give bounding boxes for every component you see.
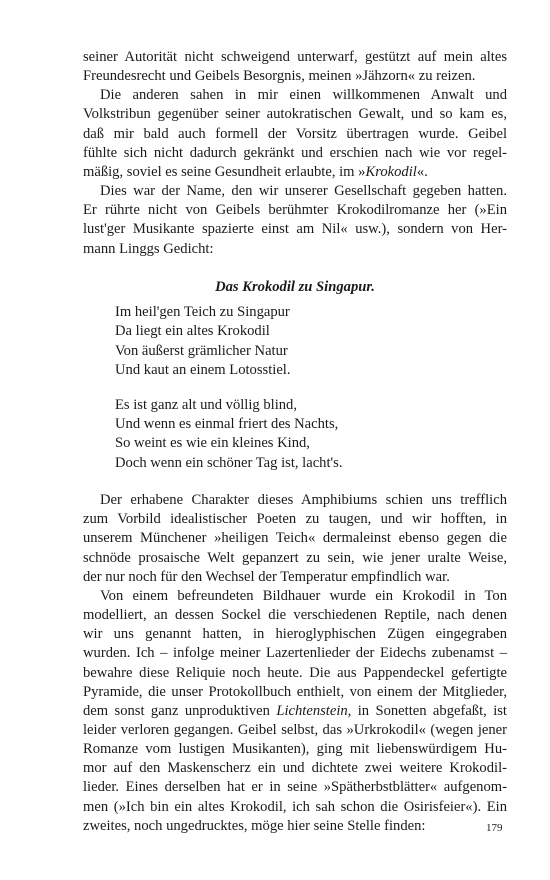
verse-line: Da liegt ein altes Krokodil <box>115 323 270 340</box>
text-fragment: «. <box>416 163 428 180</box>
paragraph-1 <box>83 48 507 86</box>
text-fragment: dem sonst ganz unproduktiven <box>83 702 277 719</box>
text-line: fühlte sich nicht dadurch gekränkt und erschien nach wie vor regel- <box>83 144 507 161</box>
page-body <box>83 48 507 836</box>
poem-stanza-2 <box>115 396 507 474</box>
verse-line: Von äußerst grämlicher Natur <box>115 342 288 359</box>
text-line: Freundesrecht und Geibels Besorgnis, meinen »Jähzorn« zu reizen. <box>83 68 476 85</box>
text-fragment: mäßig, soviel es seine Gesundheit erlaubte, im » <box>83 163 366 180</box>
italic-term: Krokodil <box>365 163 417 180</box>
text-line: Der erhabene Charakter dieses Amphibiums schien uns trefflich <box>100 492 507 509</box>
text-line <box>83 163 507 182</box>
text-line: der nur noch für den Wechsel der Temperatur empfindlich war. <box>83 568 450 585</box>
verse-line: Im heil'gen Teich zu Singapur <box>115 303 290 320</box>
italic-name: Lichtenstein, <box>276 702 352 719</box>
text-line: mann Linggs Gedicht: <box>83 240 214 257</box>
page-number: 179 <box>486 822 503 834</box>
poem-stanza-1 <box>115 303 507 381</box>
poem-title: Das Krokodil zu Singapur. <box>215 278 375 295</box>
text-line: Volkstribun gegenüber seiner autokratischen Gewalt, und so kam es, <box>83 106 507 123</box>
text-line: men (»Ich bin ein altes Krokodil, ich sah schon die Osirisfeier«). Ein <box>83 798 507 815</box>
verse-line: Und wenn es einmal friert des Nachts, <box>115 415 339 432</box>
text-line: zum Vorbild idealistischer Poeten zu taugen, und wir hofften, in <box>83 511 507 528</box>
text-line: Er rührte nicht von Geibels berühmter Krokodilromanze her (»Ein <box>83 202 507 219</box>
text-line: bewahre diese Reliquie noch heute. Die aus Pappendeckel gefertigte <box>83 664 507 681</box>
text-line: schnöde prosaische Welt gepanzert zu sein, wie jener uralte Weise, <box>83 549 507 566</box>
text-line: lust'ger Musikante spazierte einst am Nil« usw.), sondern von Her- <box>83 221 507 238</box>
text-line: daß mir bald auch formell der Vorsitz übertragen wurde. Geibel <box>83 125 507 142</box>
text-line: unserem Münchener »heiligen Teich« dermaleinst ebenso gegen die <box>83 530 507 547</box>
text-line: Die anderen sahen in mir einen willkommenen Anwalt und <box>100 87 507 104</box>
text-line: Dies war der Name, den wir unserer Gesellschaft gegeben hatten. <box>100 183 507 200</box>
text-line: wurden. Ich – infolge meiner Lazertenlieder der Eidechs zubenamst – <box>83 645 507 662</box>
text-line: Pyramide, die unser Protokollbuch enthielt, von einem der Mitglieder, <box>83 683 507 700</box>
verse-line: Und kaut an einem Lotosstiel. <box>115 362 291 379</box>
paragraph-3 <box>83 182 507 259</box>
text-line: mor auf den Maskenscherz ein und dichtete zwei weitere Krokodil- <box>83 760 507 777</box>
stanza-gap <box>83 381 507 396</box>
paragraph-5 <box>83 587 507 836</box>
verse-line: So weint es wie ein kleines Kind, <box>115 435 310 452</box>
paragraph-2 <box>83 86 507 182</box>
text-line: Romanze vom lustigen Musikanten), ging mit liebenswürdigem Hu- <box>83 741 507 758</box>
text-fragment: in Sonetten abgefaßt, ist <box>351 702 507 719</box>
text-line: Von einem befreundeten Bildhauer wurde ein Krokodil in Ton <box>100 587 507 604</box>
text-line: lieder. Eines derselben hat er in seine »Spätherbstblätter« aufgenom- <box>83 779 507 796</box>
text-line: modelliert, an dessen Sockel die verschiedenen Reptile, nach denen <box>83 607 507 624</box>
text-line: seiner Autorität nicht schweigend unterwarf, gestützt auf mein altes <box>83 49 507 65</box>
verse-line: Es ist ganz alt und völlig blind, <box>115 396 298 413</box>
text-line: wir uns genannt hatten, in hieroglyphischen Zügen eingegraben <box>83 626 507 643</box>
text-line <box>83 702 507 721</box>
text-line: zweites, noch ungedrucktes, möge hier seine Stelle finden: <box>83 817 426 834</box>
paragraph-4 <box>83 491 507 587</box>
verse-line: Doch wenn ein schöner Tag ist, lacht's. <box>115 454 343 471</box>
text-line: leider verloren gegangen. Geibel selbst, das »Urkrokodil« (wegen jener <box>83 722 507 738</box>
